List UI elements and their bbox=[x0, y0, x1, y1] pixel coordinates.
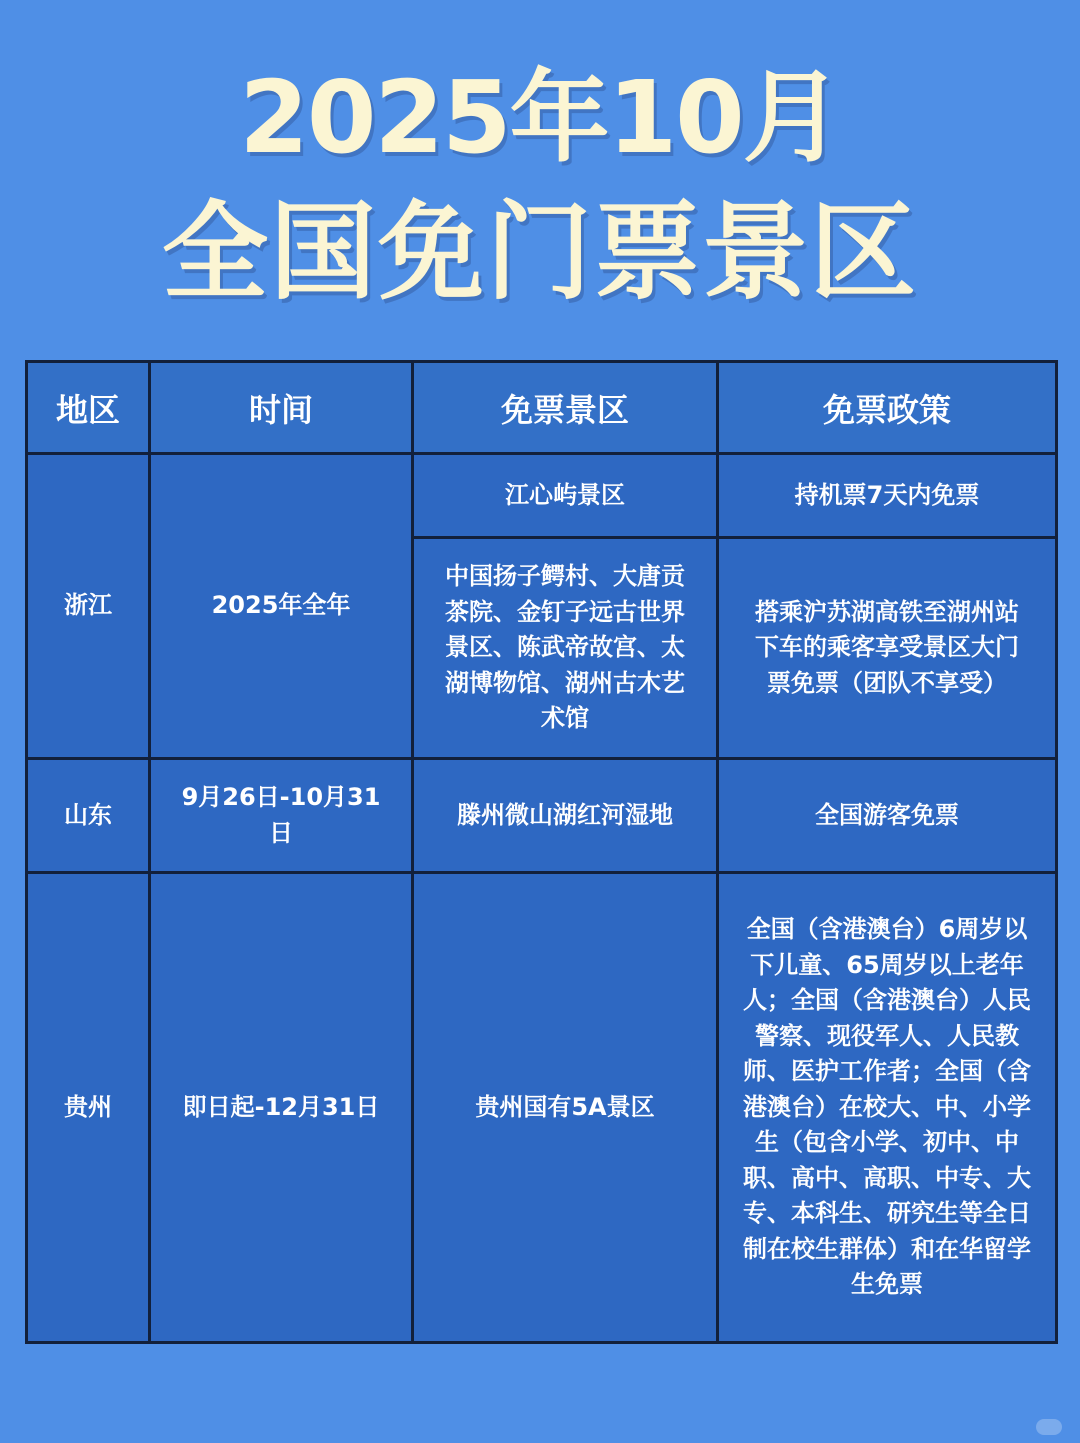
page-title-main: 全国免门票景区 bbox=[162, 191, 918, 314]
header-time: 时间 bbox=[150, 362, 413, 454]
region-cell: 浙江 bbox=[27, 454, 150, 759]
spot-cell: 滕州微山湖红河湿地 bbox=[413, 759, 718, 873]
spot-cell: 贵州国有5A景区 bbox=[413, 873, 718, 1343]
table-row bbox=[27, 454, 1057, 538]
policy-cell: 全国游客免票 bbox=[718, 759, 1057, 873]
policy-cell: 全国（含港澳台）6周岁以下儿童、65周岁以上老年人；全国（含港澳台）人民警察、现役军人、人民教师、医护工作者；全国（含港澳台）在校大、中、小学生（包含小学、初中、中职、高中、高职、中专、大专、本科生、研究生等全日制在校生群体）和在华留学生免票 bbox=[718, 873, 1057, 1343]
header-free-policy: 免票政策 bbox=[718, 362, 1057, 454]
spot-cell: 江心屿景区 bbox=[413, 454, 718, 538]
region-cell: 贵州 bbox=[27, 873, 150, 1343]
policy-cell: 搭乘沪苏湖高铁至湖州站下车的乘客享受景区大门票免票（团队不享受） bbox=[718, 538, 1057, 759]
page-title-year-month: 2025年10月 bbox=[239, 59, 841, 176]
table-row bbox=[27, 873, 1057, 1343]
watermark-icon bbox=[1036, 1419, 1062, 1435]
spot-cell: 中国扬子鳄村、大唐贡茶院、金钉子远古世界景区、陈武帝故宫、太湖博物馆、湖州古木艺术馆 bbox=[413, 538, 718, 759]
table-row bbox=[27, 759, 1057, 873]
time-cell: 即日起-12月31日 bbox=[150, 873, 413, 1343]
region-cell: 山东 bbox=[27, 759, 150, 873]
free-ticket-table bbox=[25, 360, 1058, 1344]
header-region: 地区 bbox=[27, 362, 150, 454]
time-cell: 9月26日-10月31日 bbox=[150, 759, 413, 873]
header-free-spot: 免票景区 bbox=[413, 362, 718, 454]
time-cell: 2025年全年 bbox=[150, 454, 413, 759]
table-header-row bbox=[27, 362, 1057, 454]
policy-cell: 持机票7天内免票 bbox=[718, 454, 1057, 538]
